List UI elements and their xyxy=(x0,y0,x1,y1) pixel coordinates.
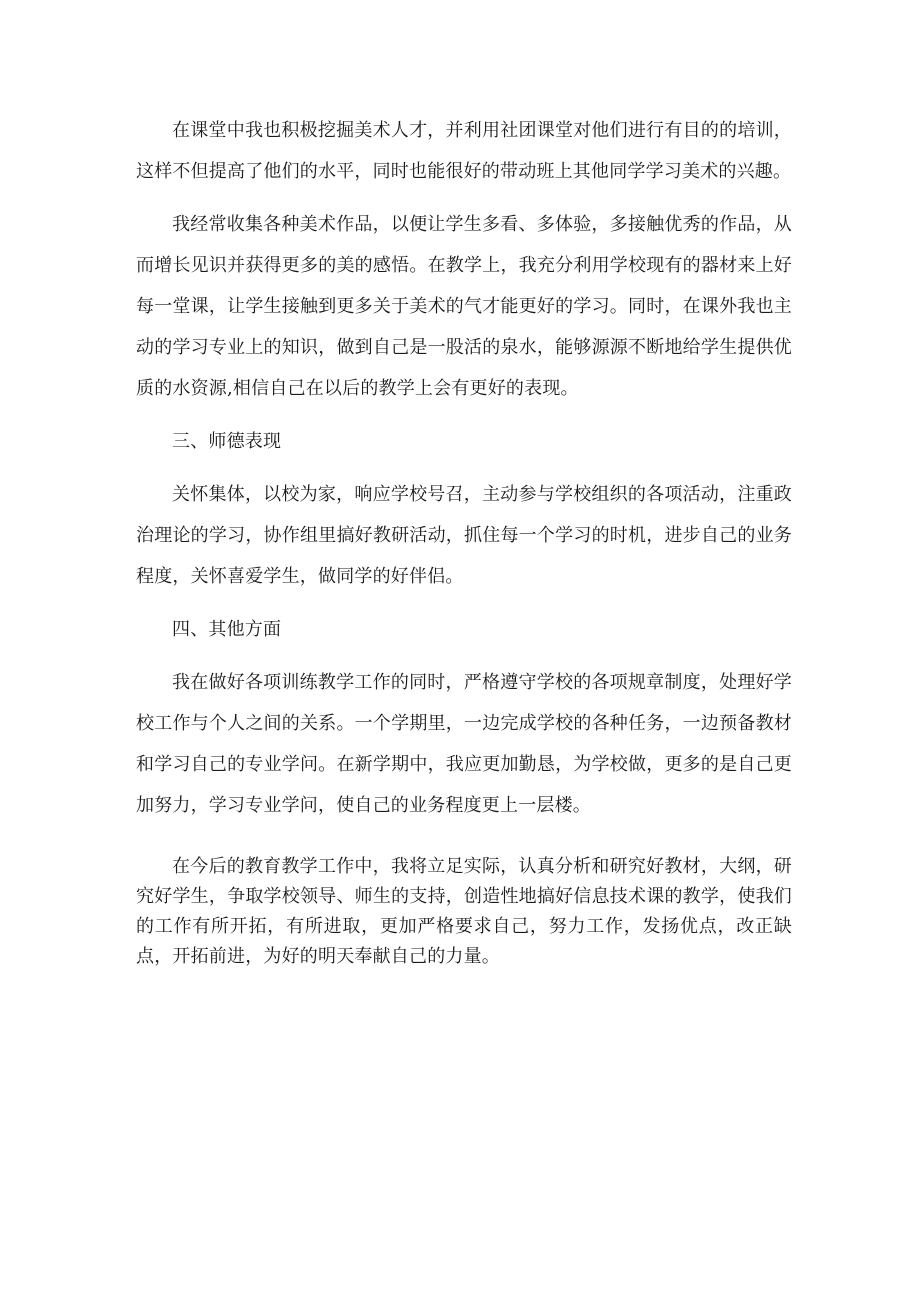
paragraph-gap xyxy=(136,192,792,204)
paragraph-gap xyxy=(136,650,792,662)
section-heading-other: 四、其他方面 xyxy=(172,619,282,640)
document-body xyxy=(136,110,792,972)
paragraph-gap xyxy=(136,462,792,474)
section-heading-ethics: 三、师德表现 xyxy=(172,431,282,452)
paragraph-other: 我在做好各项训练教学工作的同时，严格遵守学校的各项规章制度，处理好学校工作与个人之间的关系。一个学期里，一边完成学校的各种任务，一边预备教材和学习自己的专业学问。在新学期中，我应更加勤恳，为学校做，更多的是自己更加努力，学习专业学问，使自己的业务程度更上一层楼。 xyxy=(136,672,792,816)
paragraph-gap xyxy=(136,409,792,421)
paragraph-gap xyxy=(136,826,792,838)
paragraph-ethics: 关怀集体，以校为家，响应学校号召，主动参与学校组织的各项活动，注重政治理论的学习，协作组里搞好教研活动，抓住每一个学习的时机，进步自己的业务程度，关怀喜爱学生，做同学的好伴侣。 xyxy=(136,484,792,587)
paragraph-gap xyxy=(136,597,792,609)
paragraph-art-works: 我经常收集各种美术作品，以便让学生多看、多体验，多接触优秀的作品，从而增长见识并获得更多的美的感悟。在教学上，我充分利用学校现有的器材来上好每一堂课，让学生接触到更多关于美术的气才能更好的学习。同时，在课外我也主动的学习专业上的知识，做到自己是一股活的泉水，能够源源不断地给学生提供优质的水资源,相信自己在以后的教学上会有更好的表现。 xyxy=(136,214,792,399)
paragraph-art-talent: 在课堂中我也积极挖掘美术人才，并利用社团课堂对他们进行有目的的培训，这样不但提高了他们的水平，同时也能很好的带动班上其他同学学习美术的兴趣。 xyxy=(136,120,792,182)
paragraph-future: 在今后的教育教学工作中，我将立足实际，认真分析和研究好教材，大纲，研究好学生，争取学校领导、师生的支持，创造性地搞好信息技术课的教学，使我们的工作有所开拓，有所进取，更加严格要求自己，努力工作，发扬优点，改正缺点，开拓前进，为好的明天奉献自己的力量。 xyxy=(136,856,792,967)
